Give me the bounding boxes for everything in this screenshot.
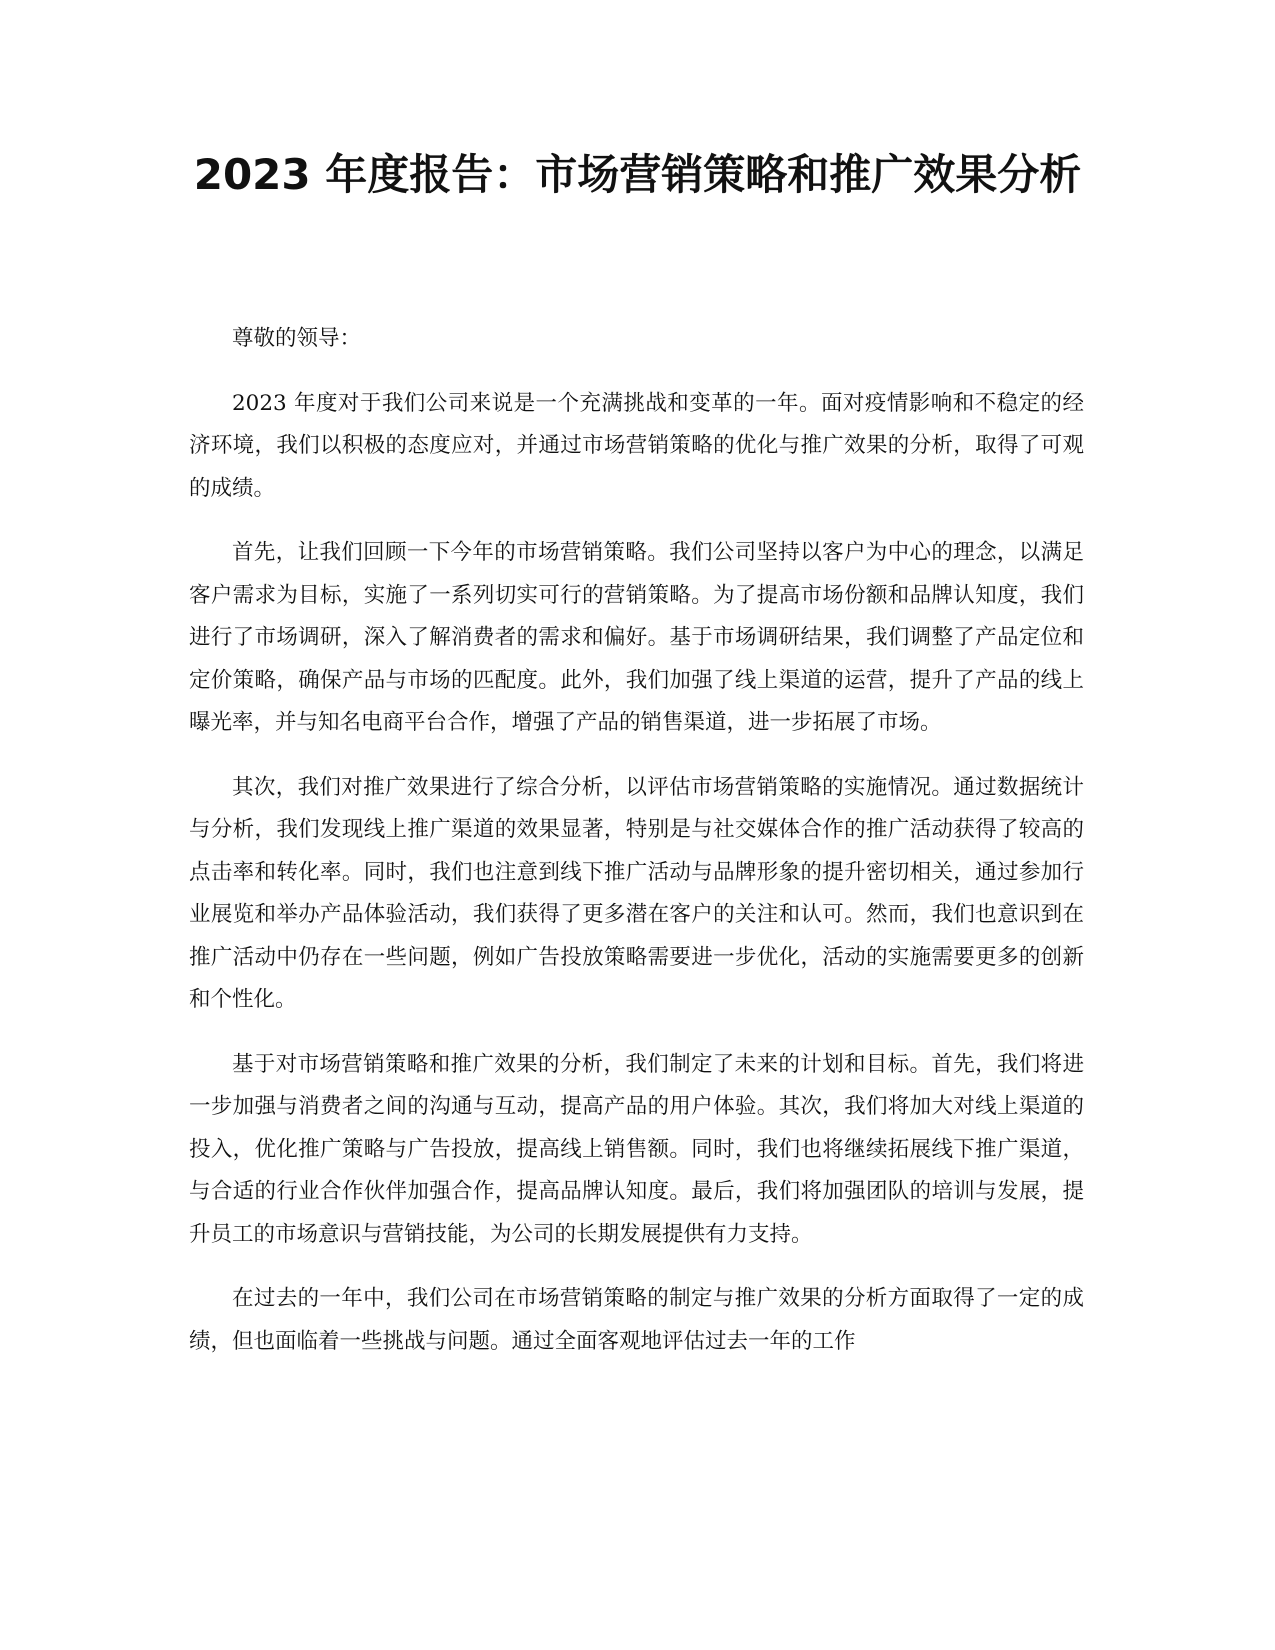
salutation: 尊敬的领导： — [232, 326, 362, 351]
paragraph-future-plans: 基于对市场营销策略和推广效果的分析，我们制定了未来的计划和目标。首先，我们将进一步加强与消费者之间的沟通与互动，提高产品的用户体验。其次，我们将加大对线上渠道的投入，优化推广策略与广告投放，提高线上销售额。同时，我们也将继续拓展线下推广渠道，与合适的行业合作伙伴加强合作，提高品牌认知度。最后，我们将加强团队的培训与发展，提升员工的市场意识与营销技能，为公司的长期发展提供有力支持。 — [189, 1051, 1084, 1247]
document-title: 2023 年度报告：市场营销策略和推广效果分析 — [193, 150, 1082, 199]
paragraph-strategy-review: 首先，让我们回顾一下今年的市场营销策略。我们公司坚持以客户为中心的理念，以满足客户需求为目标，实施了一系列切实可行的营销策略。为了提高市场份额和品牌认知度，我们进行了市场调研，深入了解消费者的需求和偏好。基于市场调研结果，我们调整了产品定位和定价策略，确保产品与市场的匹配度。此外，我们加强了线上渠道的运营，提升了产品的线上曝光率，并与知名电商平台合作，增强了产品的销售渠道，进一步拓展了市场。 — [189, 540, 1084, 735]
paragraph-promotion-analysis: 其次，我们对推广效果进行了综合分析，以评估市场营销策略的实施情况。通过数据统计与分析，我们发现线上推广渠道的效果显著，特别是与社交媒体合作的推广活动获得了较高的点击率和转化率。同时，我们也注意到线下推广活动与品牌形象的提升密切相关，通过参加行业展览和举办产品体验活动，我们获得了更多潜在客户的关注和认可。然而，我们也意识到在推广活动中仍存在一些问题，例如广告投放策略需要进一步优化，活动的实施需要更多的创新和个性化。 — [189, 774, 1084, 1012]
paragraph-summary: 在过去的一年中，我们公司在市场营销策略的制定与推广效果的分析方面取得了一定的成绩，但也面临着一些挑战与问题。通过全面客观地评估过去一年的工作 — [189, 1286, 1084, 1354]
paragraph-intro: 2023 年度对于我们公司来说是一个充满挑战和变革的一年。面对疫情影响和不稳定的经济环境，我们以积极的态度应对，并通过市场营销策略的优化与推广效果的分析，取得了可观的成绩。 — [189, 390, 1084, 501]
document-body — [189, 318, 1084, 1385]
